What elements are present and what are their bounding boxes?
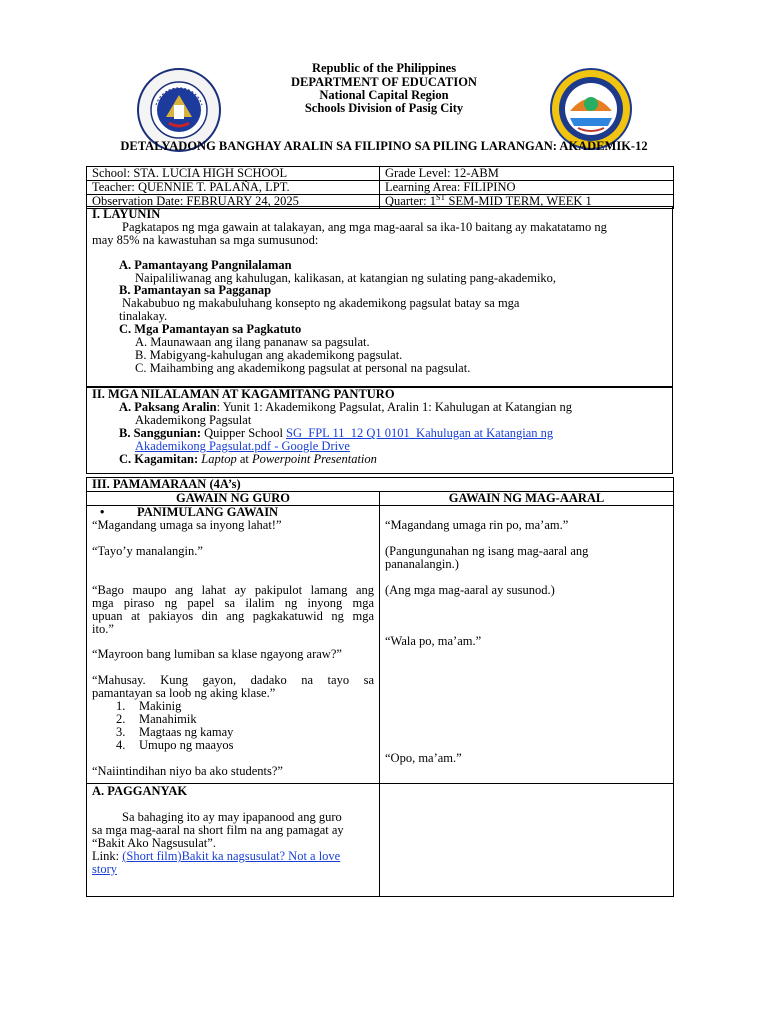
- info-table: [86, 166, 674, 209]
- learning-area-cell: Learning Area: FILIPINO: [380, 181, 674, 195]
- rule-number-4: 4.: [116, 738, 126, 752]
- rule-item: Umupo ng maayos: [139, 738, 234, 752]
- nilalaman-section: [86, 386, 673, 474]
- pamamaraan-heading: III. PAMAMARAAN (4A’s): [87, 478, 674, 492]
- quarter-label: Quarter: 1: [385, 194, 437, 208]
- quarter-rest: SEM-MID TERM, WEEK 1: [445, 194, 592, 208]
- layunin-section: [86, 206, 673, 388]
- header-deped: DEPARTMENT OF EDUCATION: [291, 75, 477, 89]
- sanggunian-link[interactable]: SG_FPL 11_12 Q1 0101_Kahulugan at Katangian ng: [286, 426, 554, 440]
- pagkatuto-item-a: A. Maunawaan ang ilang pananaw sa pagsulat.: [135, 335, 370, 349]
- guro-rules-intro-1: “Mahusay. Kung gayon, dadako na tayo sa: [92, 673, 374, 687]
- layunin-intro-1: Pagkatapos ng mga gawain at talakayan, ang mga mag-aaral sa ika-10 baitang ay makatatamo ng: [122, 220, 607, 234]
- layunin-intro-2: may 85% na kawastuhan sa mga sumusunod:: [92, 233, 319, 247]
- observation-date-cell: Observation Date: FEBRUARY 24, 2025: [87, 195, 380, 209]
- link-label: Link:: [92, 849, 123, 863]
- guro-greeting: “Magandang umaga sa inyong lahat!”: [92, 518, 282, 532]
- kagamitan-label: C. Kagamitan:: [119, 452, 199, 466]
- guro-rules-intro-2: pamantayan sa loob ng aking klase.”: [92, 686, 276, 700]
- mag-aaral-none-absent: “Wala po, ma’am.”: [385, 634, 482, 648]
- panimulang-gawain-heading: PANIMULANG GAWAIN: [137, 505, 279, 519]
- mag-aaral-follow: (Ang mga mag-aaral ay susunod.): [385, 583, 555, 597]
- pagganyak-heading: A. PAGGANYAK: [92, 784, 188, 798]
- guro-prayer: “Tayo’y manalangin.”: [92, 544, 203, 558]
- nilalaman-heading: II. MGA NILALAMAN AT KAGAMITANG PANTURO: [92, 387, 395, 401]
- header-region: National Capital Region: [319, 88, 449, 102]
- pamantayan-sa-pagkatuto-heading: C. Mga Pamantayan sa Pagkatuto: [119, 322, 302, 336]
- col-header-mag-aaral: GAWAIN NG MAG-AARAL: [380, 492, 674, 506]
- quarter-superscript: ST: [436, 192, 446, 202]
- kagamitan-ppt: Powerpoint Presentation: [252, 452, 377, 466]
- pamantayang-pangnilalaman-text: Naipaliliwanag ang kahulugan, kalikasan, at katangian ng sulating pang-akademiko,: [135, 271, 557, 285]
- pamantayang-pangnilalaman-heading: A. Pamantayang Pangnilalaman: [119, 258, 292, 272]
- kagamitan-line: [119, 453, 377, 466]
- guro-check-understanding: “Naiintindihan niyo ba ako students?”: [92, 764, 283, 778]
- paksang-aralin-text-2: Akademikong Pagsulat: [135, 413, 252, 427]
- mag-aaral-column: [380, 506, 674, 784]
- rule-item: Manahimik: [139, 712, 197, 726]
- pagkatuto-item-b: B. Mabigyang-kahulugan ang akademikong pagsulat.: [135, 348, 403, 362]
- mag-aaral-yes: “Opo, ma’am.”: [385, 751, 462, 765]
- paksang-aralin-text: : Yunit 1: Akademikong Pagsulat, Aralin 1: Kahulugan at Katangian ng: [216, 400, 572, 414]
- mag-aaral-prayer-2: pananalangin.): [385, 557, 459, 571]
- sanggunian-link-cont[interactable]: Akademikong Pagsulat.pdf - Google Drive: [135, 439, 350, 453]
- school-cell: School: STA. LUCIA HIGH SCHOOL: [87, 167, 380, 181]
- grade-level-cell: Grade Level: 12-ABM: [380, 167, 674, 181]
- rule-item: Makinig: [139, 699, 182, 713]
- kagamitan-at: at: [236, 452, 253, 466]
- pamamaraan-section: [86, 477, 674, 897]
- mag-aaral-prayer-1: (Pangungunahan ng isang mag-aaral ang: [385, 544, 589, 558]
- pamantayan-sa-pagganap-text-2: tinalakay.: [119, 309, 168, 323]
- col-header-guro: GAWAIN NG GURO: [87, 492, 380, 506]
- sanggunian-label: B. Sanggunian:: [119, 426, 201, 440]
- guro-column: [87, 506, 380, 784]
- header-division: Schools Division of Pasig City: [304, 101, 464, 115]
- pagkatuto-item-c: C. Maihambing ang akademikong pagsulat at personal na pagsulat.: [135, 361, 471, 375]
- pagganyak-text-1: Sa bahaging ito ay may ipapanood ang guro: [122, 810, 342, 824]
- teacher-cell: Teacher: QUENNIE T. PALAÑA, LPT.: [87, 181, 380, 195]
- sanggunian-source: Quipper School: [200, 426, 287, 440]
- document-title: DETALYADONG BANGHAY ARALIN SA FILIPINO SA PILING LARANGAN: AKADEMIK-12: [120, 139, 648, 153]
- guro-instruction-2: mga piraso ng papel sa ilalim ng inyong mga: [92, 596, 374, 610]
- guro-instruction-3: upuan at pakiayos din ang pagkakatuwid ng mga: [92, 609, 374, 623]
- guro-attendance: “Mayroon bang lumiban sa klase ngayong araw?”: [92, 647, 342, 661]
- kagamitan-laptop: Laptop: [201, 452, 237, 466]
- pamantayan-sa-pagganap-text-1: Nakabubuo ng makabuluhang konsepto ng akademikong pagsulat batay sa mga: [122, 296, 520, 310]
- header-republic: Republic of the Philippines: [311, 61, 457, 75]
- pagganyak-link-line: [92, 850, 340, 863]
- short-film-link-cont[interactable]: story: [92, 862, 117, 876]
- rule-number-3: 3.: [116, 725, 126, 739]
- guro-instruction-4: ito.”: [92, 622, 114, 636]
- panimulang-bullet: •: [100, 505, 105, 519]
- pagganyak-text-3: “Bakit Ako Nagsusulat”.: [92, 836, 216, 850]
- guro-instruction-1: “Bago maupo ang lahat ay pakipulot lamang ang: [92, 583, 374, 597]
- pagganyak-mag-aaral-cell: [380, 784, 674, 897]
- pamantayan-sa-pagganap-heading: B. Pamantayan sa Pagganap: [119, 283, 272, 297]
- layunin-heading: I. LAYUNIN: [92, 207, 161, 221]
- rule-item: Magtaas ng kamay: [139, 725, 234, 739]
- pagganyak-text-2: sa mga mag-aaral na short film na ang pamagat ay: [92, 823, 344, 837]
- paksang-aralin-label: A. Paksang Aralin: [119, 400, 217, 414]
- rule-number-1: 1.: [116, 699, 126, 713]
- rule-number-2: 2.: [116, 712, 126, 726]
- pagganyak-guro-cell: [87, 784, 380, 897]
- mag-aaral-greeting: “Magandang umaga rin po, ma’am.”: [385, 518, 569, 532]
- short-film-link[interactable]: (Short film)Bakit ka nagsusulat? Not a love: [122, 849, 341, 863]
